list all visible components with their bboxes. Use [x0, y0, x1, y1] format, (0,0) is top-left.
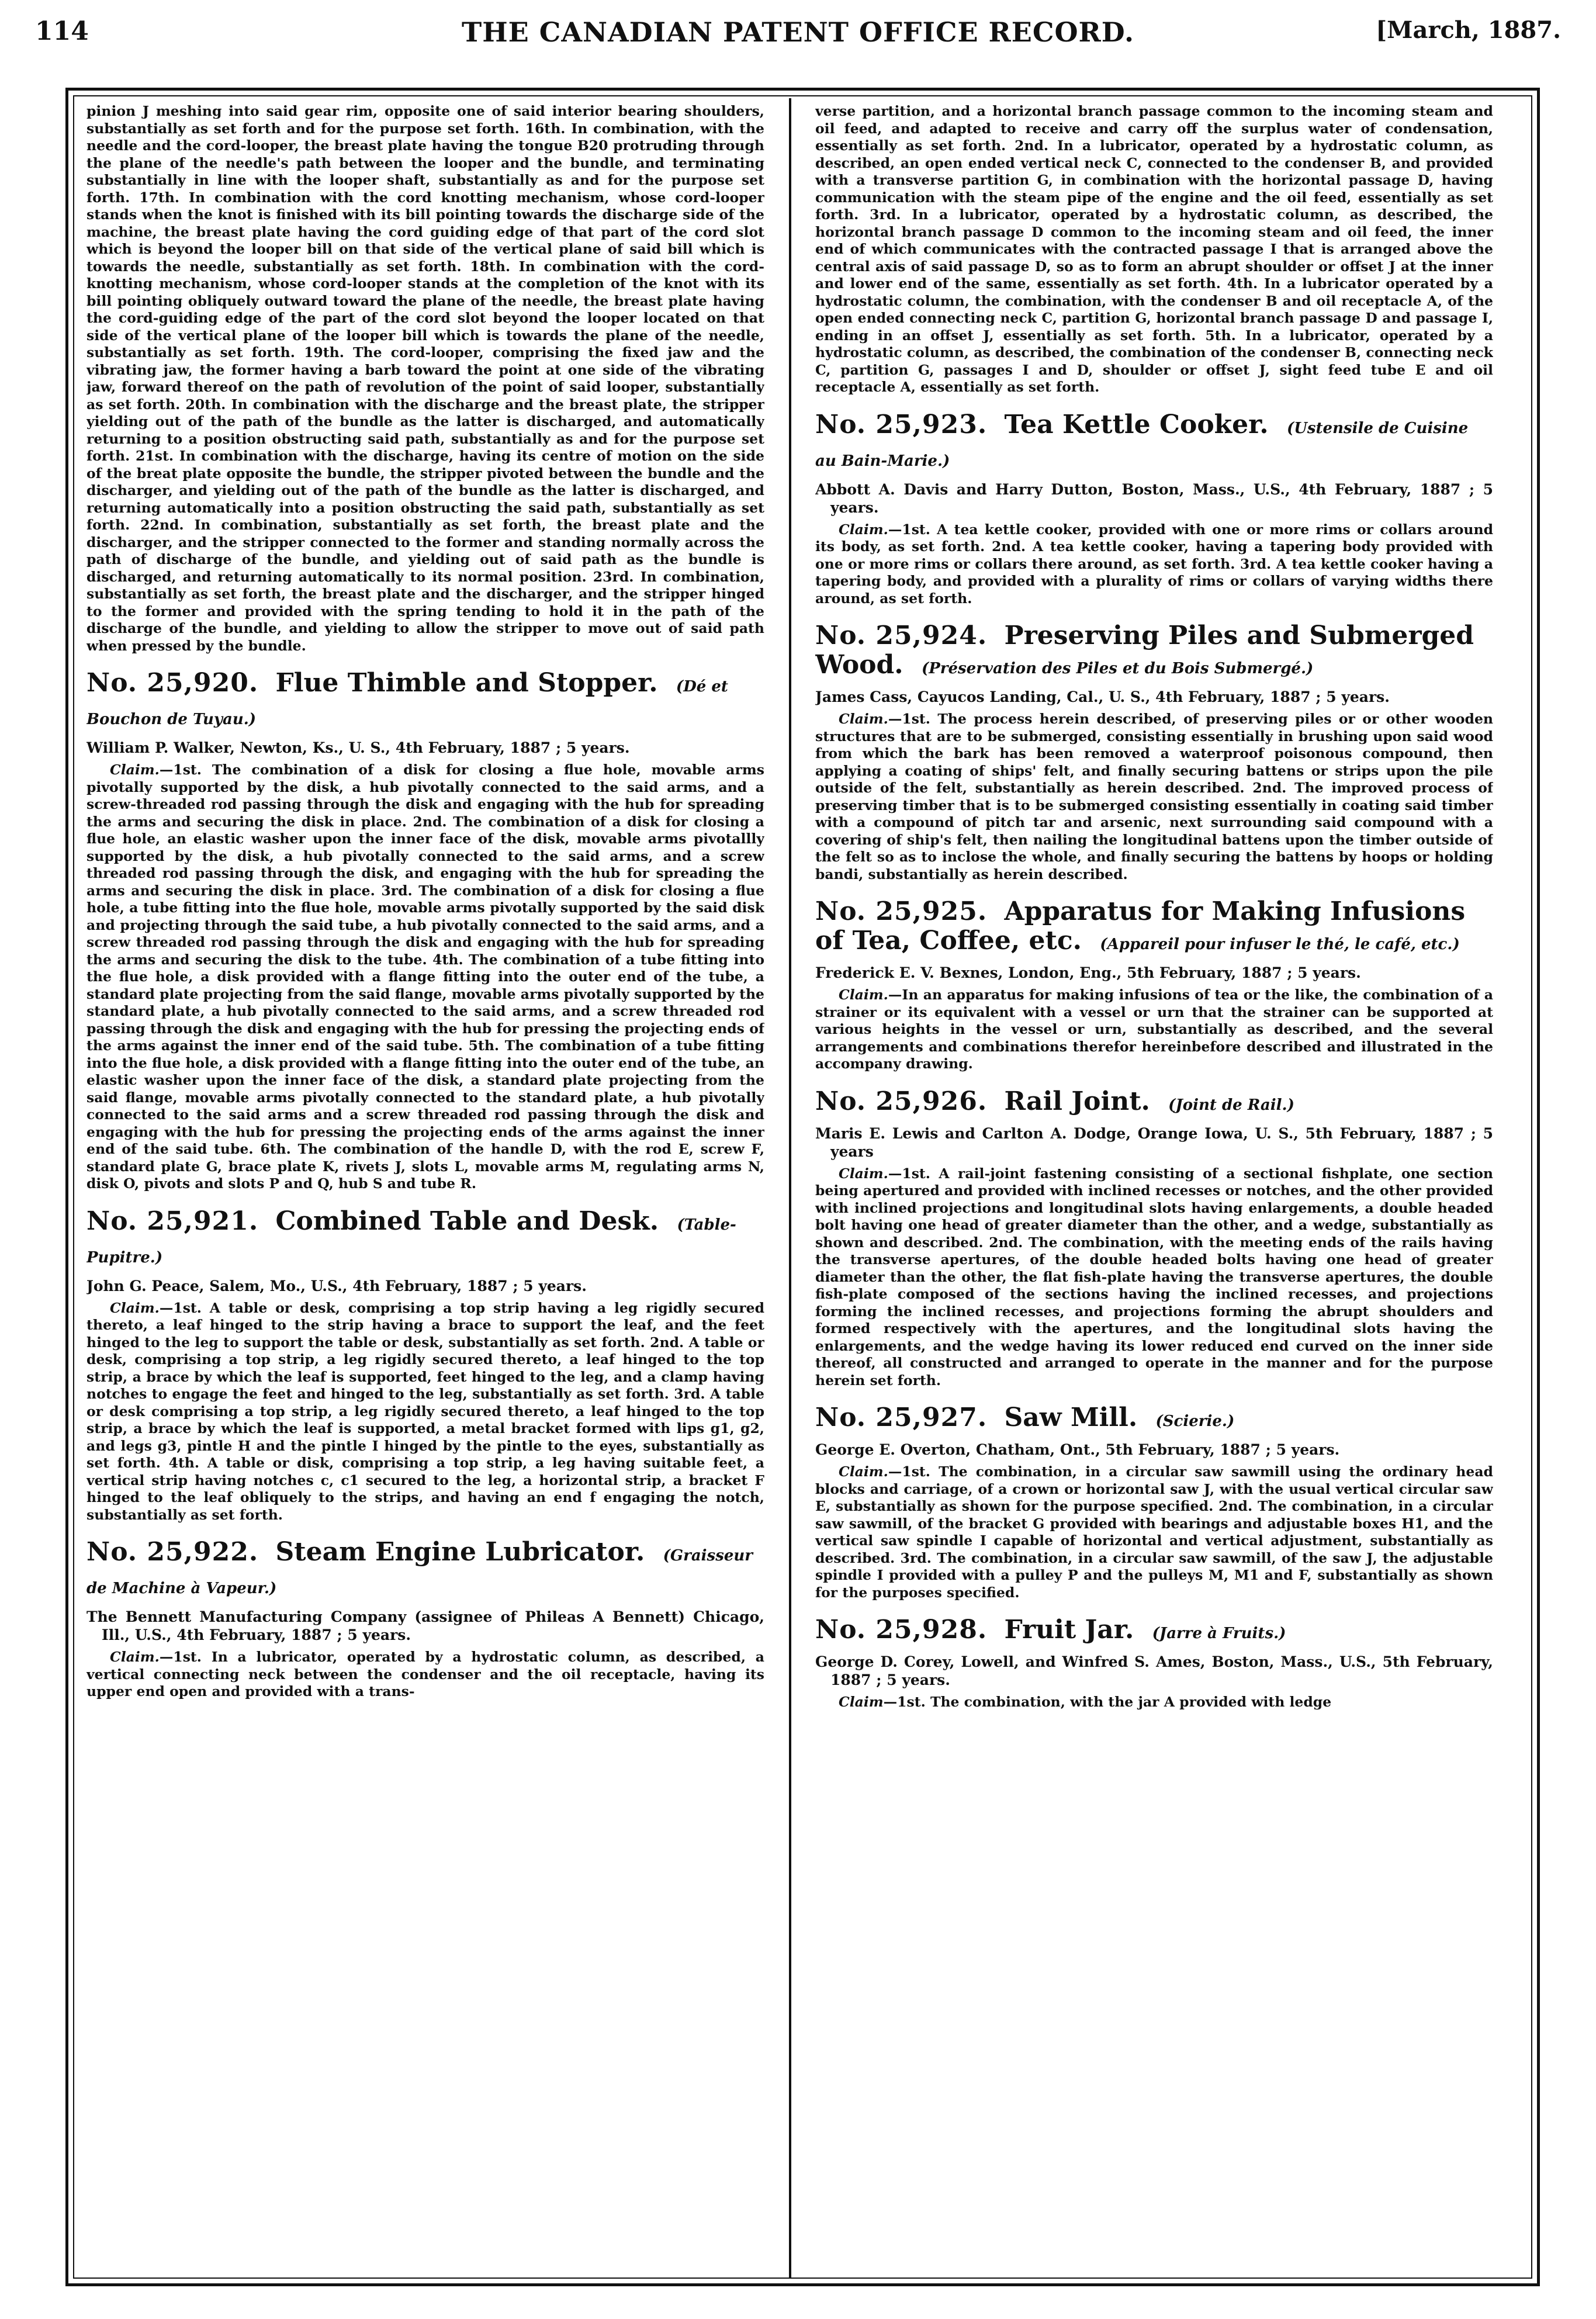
page-number: 114 — [35, 16, 89, 46]
patent-number: No. 25,922. — [86, 1537, 259, 1567]
patent-claim — [86, 1649, 764, 1701]
claim-label: Claim. — [110, 1299, 160, 1316]
patent-inventors: James Cass, Cayucos Landing, Cal., U. S., 4th February, 1887 ; 5 years. — [815, 688, 1390, 705]
patent-entry-25926 — [815, 1087, 1493, 1390]
claim-label: Claim. — [110, 762, 160, 778]
patent-inventors: The Bennett Manufacturing Company (assignee of Phileas A Bennett) Chicago, Ill., U.S., 4th February, 1887 ; 5 years. — [86, 1608, 764, 1643]
entry-heading — [815, 1087, 1493, 1120]
patent-number: No. 25,920. — [86, 668, 259, 698]
claim-label: Claim. — [839, 711, 888, 727]
claim-label: Claim. — [839, 1165, 888, 1182]
claim-text: —1st. The combination, in a circular saw sawmill using the ordinary head blocks and carriage, of a crown or horizontal saw J, with the usual vertical circular saw E, substantially as shown for the purpose specified. 2nd. The combination, in a circular saw sawmill, of the bracket G provided with bearings and adjustable boxes H1, and the vertical saw spindle I capable of horizontal and vertical adjustment, substantially as described. 3rd. The combination, in a circular saw sawmill, of the saw J, the adjustable spindle I provided with a pulley P and the pulleys M, M1 and F, substantially as shown for the purposes specified. — [815, 1463, 1493, 1601]
entry-heading — [815, 410, 1493, 476]
continued-claims: verse partition, and a horizontal branch passage common to the incoming steam and oil feed, and adapted to receive and carry off the surplus water of condensation, essentially as set forth. 2nd. In a lubricator, operated by a hydrostatic column, as described, an open ended vertical neck C, connected to the condenser B, and provided with a transverse partition G, in combination with the horizontal passage D, having communication with the steam pipe of the engine and the oil feed, essentially as set forth. 3rd. In a lubricator, operated by a hydrostatic column, as described, the horizontal branch passage D common to the incoming steam and oil feed, the inner end of which communicates with the contracted passage I that is arranged above the central axis of said passage D, so as to form an abrupt shoulder or offset J at the inner and lower end of the same, essentially as set forth. 4th. In a lubricator operated by a hydrostatic column, the combination, with the condenser B and oil receptacle A, of the open ended connecting neck C, partition G, horizontal branch passage D and passage I, ending in an offset J, essentially as set forth. 5th. In a lubricator, operated by a hydrostatic column, as described, the combination of the condenser B, connecting neck C, partition G, passages I and D, shoulder or offset J, sight feed tube E and oil receptacle A, essentially as set forth. — [815, 103, 1493, 395]
claim-label: Claim. — [110, 1649, 160, 1665]
patent-inventors: John G. Peace, Salem, Mo., U.S., 4th February, 1887 ; 5 years. — [86, 1277, 587, 1295]
column-divider — [789, 98, 791, 2278]
patent-inventors: George D. Corey, Lowell, and Winfred S. Ames, Boston, Mass., U.S., 5th February, 1887 ; 5 years. — [815, 1653, 1493, 1688]
entry-heading — [86, 1207, 764, 1272]
patent-number: No. 25,927. — [815, 1403, 988, 1432]
patent-entry-25922 — [86, 1538, 764, 1701]
claim-text: —1st. The combination of a disk for closing a flue hole, movable arms pivotally supported by the disk, a hub pivotally connected to the said arms, and a screw-threaded rod passing through the disk and engaging with the hub for spreading the arms and securing the disk in place. 2nd. The combination of a disk for closing a flue hole, an elastic washer upon the inner face of the disk, movable arms pivotallly supported by the disk, a hub pivotally connected to the said arms, and a screw threaded rod passing through the disk, and engaging with the hub for spreading the arms and securing the disk in place. 3rd. The combination of a disk for closing a flue hole, a tube fitting into the flue hole, movable arms pivotally supported by the said disk and projecting through the said tube, a hub pivotally connected to the said arms, and a screw threaded rod passing through the disk and engaging with the hub for spreading the arms and securing the disk to the tube. 4th. The combination of a tube fitting into the flue hole, a disk provided with a flange fitting into the outer end of the tube, a standard plate projecting from the said flange, movable arms pivotally supported by the standard plate, a hub pivotally connected to the said arms, and a screw threaded rod passing through the disk and engaging with the hub for pressing the projecting ends of the arms against the inner end of the said tube. 5th. The combination of a tube fitting into the flue hole, a disk provided with a flange fitting into the outer end of the tube, an elastic washer upon the inner face of the disk, a standard plate projecting from the said flange, movable arms pivotally connected to the standard plate, a hub pivotally connected to the said arms and a screw threaded rod passing through the disk and engaging with the hub for pressing the projecting ends of the arms against the inner end of the said tube. 6th. The combination of the handle D, with the rod E, screw F, standard plate G, brace plate K, rivets J, slots L, movable arms M, regulating arms N, disk O, pivots and slots P and Q, hub S and tube R. — [86, 762, 764, 1192]
patent-title: Flue Thimble and Stopper. — [275, 668, 658, 698]
entry-heading — [86, 1538, 764, 1603]
patent-title: Steam Engine Lubricator. — [275, 1537, 645, 1567]
patent-entry-25927 — [815, 1403, 1493, 1601]
patent-title: Apparatus for Making Infusions of Tea, Coffee, etc. — [815, 897, 1466, 956]
issue-date: [March, 1887. — [1376, 16, 1561, 44]
entry-heading — [815, 621, 1493, 683]
patent-number: No. 25,926. — [815, 1086, 988, 1116]
entry-heading — [815, 897, 1493, 959]
patent-inventors: William P. Walker, Newton, Ks., U. S., 4th February, 1887 ; 5 years. — [86, 739, 630, 756]
claim-text: —1st. A tea kettle cooker, provided with one or more rims or collars around its body, as set forth. 2nd. A tea kettle cooker, having a tapering body provided with one or more rims or collars there around, as set forth. 3rd. A tea kettle cooker having a tapering body, and provided with a plurality of rims or collars of varying widths there around, as set forth. — [815, 521, 1493, 607]
patent-french-title: (Jarre à Fruits.) — [1152, 1625, 1286, 1642]
page-header — [35, 11, 1561, 51]
patent-claim — [815, 711, 1493, 883]
patent-entry-25925 — [815, 897, 1493, 1073]
claim-label: Claim. — [839, 987, 888, 1003]
continued-claims: pinion J meshing into said gear rim, opposite one of said interior bearing shoulders, substantially as set forth and for the purpose set forth. 16th. In combination, with the needle and the cord-looper, the breast plate having the tongue B20 protruding through the plane of the needle's path between the looper and the bundle, and terminating substantially in line with the looper shaft, substantially as and for the purpose set forth. 17th. In combination with the cord knotting mechanism, whose cord-looper stands when the knot is finished with its bill pointing towards the discharge side of the machine, the breast plate having the cord guiding edge of that part of the cord slot which is beyond the looper bill on that side of the vertical plane of said bill which is towards the needle, substantially as set forth. 18th. In combination with the cord-knotting mechanism, whose cord-looper stands at the completion of the knot with its bill pointing obliquely outward toward the plane of the needle, the breast plate having the cord-guiding edge of the part of the cord slot beyond the looper located on that side of the vertical plane of the looper bill which is towards the plane of the needle, substantially as set forth. 19th. The cord-looper, comprising the fixed jaw and the vibrating jaw, the former having a barb toward the point at one side of the vibrating jaw, forward thereof on the path of revolution of the point of said looper, substantially as set forth. 20th. In combination with the discharge and the breast plate, the stripper yielding out of the path of the bundle as the latter is discharged, and automatically returning to a position obstructing said path, substantially as and for the purpose set forth. 21st. In combination with the discharge, having its centre of motion on the side of the breat plate opposite the bundle, the stripper pivoted between the bundle and the discharger, and yielding out of the path of the bundle as the latter is discharged, and returning automatically into a position obstructing the said path, substantially as set forth. 22nd. In combination, substantially as set forth, the breast plate and the discharger, and the stripper connected to the former and standing normally across the path of discharge of the bundle, and yielding out of said path as the bundle is discharged, and returning automatically to its normal position. 23rd. In combination, substantially as set forth, the breast plate and the discharger, and the stripper hinged to the former and provided with the spring tending to hold it in the path of the discharge of the bundle, and yielding to allow the stripper to move out of said path when pressed by the bundle. — [86, 103, 764, 654]
patent-french-title: (Table-Pupitre.) — [86, 1216, 736, 1266]
entry-heading — [815, 1615, 1493, 1648]
patent-claim — [86, 1300, 764, 1524]
patent-french-title: (Graisseur de Machine à Vapeur.) — [86, 1547, 753, 1597]
patent-inventors: Abbott A. Davis and Harry Dutton, Boston, Mass., U.S., 4th February, 1887 ; 5 years. — [815, 480, 1493, 516]
patent-claim — [815, 1463, 1493, 1601]
claim-text: —1st. The combination, with the jar A provided with ledge — [883, 1694, 1332, 1710]
patent-french-title: (Dé et Bouchon de Tuyau.) — [86, 678, 728, 728]
left-column — [86, 103, 764, 2274]
patent-entry-25928 — [815, 1615, 1493, 1711]
patent-french-title: (Préservation des Piles et du Bois Submergé.) — [921, 660, 1314, 677]
patent-number: No. 25,921. — [86, 1206, 259, 1236]
patent-title: Fruit Jar. — [1004, 1615, 1134, 1645]
claim-text: —1st. The process herein described, of preserving piles or or other wooden structures that are to be submerged, consisting essentially in brushing upon said wood from which the bark has been removed a waterproof poisonous compound, then applying a coating of ships' felt, and finally securing battens or strips upon the pile outside of the felt, substantially as herein described. 2nd. The improved process of preserving timber that is to be submerged consisting essentially in coating said timber with a compound of pitch tar and arsenic, next surrounding said compound with a covering of ship's felt, then nailing the longitudinal battens upon the timber outside of the felt so as to inclose the whole, and finally securing the battens by hoops or holding bandi, substantially as herein described. — [815, 711, 1493, 882]
right-column — [815, 103, 1493, 2274]
claim-text: —1st. A table or desk, comprising a top strip having a leg rigidly secured thereto, a leaf hinged to the strip having a brace to support the leaf, and the feet hinged to the leg to support the table or desk, substantially as set forth. 2nd. A table or desk, comprising a top strip, a leg rigidly secured thereto, a leaf hinged to the top strip, a brace by which the leaf is supported, feet hinged to the leg, and a clamp having notches to engage the feet and hinged to the leg, substantially as set forth. 3rd. A table or desk comprising a top strip, a leg rigidly secured thereto, a leaf hinged to the top strip, a brace by which the leaf is supported, a metal bracket formed with lips g1, g2, and legs g3, pintle H and the pintle I hinged by the pintle to the eyes, substantially as set forth. 4th. A table or disk, comprising a top strip, a leg having suitable feet, a vertical strip having notches c, c1 secured to the leg, a horizontal strip, a bracket F hinged to the leaf obliquely to the strips, and having an end f engaging the notch, substantially as set forth. — [86, 1299, 764, 1523]
patent-number: No. 25,928. — [815, 1615, 988, 1645]
claim-label: Claim. — [839, 1463, 888, 1480]
patent-claim — [86, 762, 764, 1193]
patent-french-title: (Scierie.) — [1155, 1413, 1235, 1430]
patent-title: Saw Mill. — [1004, 1403, 1138, 1432]
patent-claim — [815, 1165, 1493, 1390]
patent-title: Combined Table and Desk. — [275, 1206, 659, 1236]
patent-inventors: George E. Overton, Chatham, Ont., 5th February, 1887 ; 5 years. — [815, 1441, 1340, 1458]
patent-inventors: Frederick E. V. Bexnes, London, Eng., 5th February, 1887 ; 5 years. — [815, 964, 1361, 981]
patent-number: No. 25,924. — [815, 621, 988, 650]
patent-claim — [815, 521, 1493, 608]
patent-french-title: (Appareil pour infuser le thé, le café, etc.) — [1100, 936, 1460, 953]
entry-heading — [86, 669, 764, 734]
claim-label: Claim. — [839, 521, 888, 538]
patent-claim — [815, 1694, 1493, 1711]
patent-french-title: (Joint de Rail.) — [1168, 1096, 1294, 1114]
patent-inventors: Maris E. Lewis and Carlton A. Dodge, Orange Iowa, U. S., 5th February, 1887 ; 5 years — [815, 1124, 1493, 1160]
claim-label: Claim — [839, 1694, 884, 1710]
claim-text: —1st. In a lubricator, operated by a hydrostatic column, as described, a vertical connecting neck between the condenser and the oil receptacle, having its upper end open and provided with a trans- — [86, 1649, 764, 1700]
patent-title: Tea Kettle Cooker. — [1004, 409, 1269, 439]
patent-title: Rail Joint. — [1004, 1086, 1150, 1116]
patent-french-title: (Ustensile de Cuisine au Bain-Marie.) — [815, 419, 1469, 470]
patent-number: No. 25,925. — [815, 897, 988, 926]
claim-text: —1st. A rail-joint fastening consisting of a sectional fishplate, one section being apertured and provided with inclined recesses or notches, and the other provided with inclined projections and longitudinal slots having enlargements, a double headed bolt having one head of greater diameter than the other, and a wedge, substantially as shown and described. 2nd. The combination, with the meeting ends of the rails having the transverse apertures, of the double headed bolts having one head of greater diameter than the other, the flat fish-plate having the transverse apertures, the double fish-plate composed of the sections having the inclined recesses, and projections forming the inclined recesses, and projections forming the abrupt shoulders and formed respectively with the apertures, and the longitudinal slots having the enlargements, and the wedge having its lower reduced end curved on the inner side thereof, all constructed and arranged to operate in the manner and for the purpose herein set forth. — [815, 1165, 1493, 1389]
patent-number: No. 25,923. — [815, 409, 988, 439]
patent-entry-25920 — [86, 669, 764, 1193]
patent-entry-25923 — [815, 410, 1493, 608]
patent-claim — [815, 987, 1493, 1073]
entry-heading — [815, 1403, 1493, 1436]
patent-entry-25921 — [86, 1207, 764, 1524]
claim-text: —In an apparatus for making infusions of tea or the like, the combination of a strainer or its equivalent with a vessel or urn that the strainer can be supported at various heights in the vessel or urn, substantially as described, and the several arrangements and combinations therefor hereinbefore described and illustrated in the accompany drawing. — [815, 987, 1493, 1072]
publication-title: THE CANADIAN PATENT OFFICE RECORD. — [461, 16, 1135, 48]
patent-entry-25924 — [815, 621, 1493, 883]
patent-title: Preserving Piles and Submerged Wood. — [815, 621, 1474, 680]
